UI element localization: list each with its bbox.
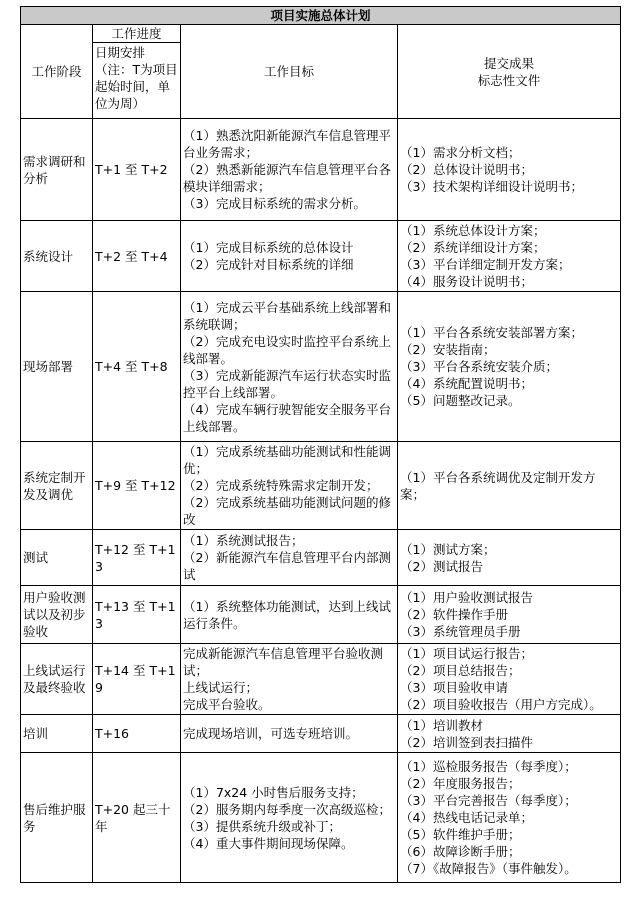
goal-item: （2）完成针对目标系统的详细 (183, 257, 354, 272)
table-row (21, 753, 621, 883)
table-title: 项目实施总体计划 (21, 7, 621, 25)
goal-item: （1）完成云平台基础系统上线部署和系统联调； (183, 299, 391, 332)
header-phase: 工作阶段 (21, 25, 93, 119)
phase-cell: 系统定制开发及调优 (21, 442, 93, 530)
deliverable-item: （4）系统配置说明书； (400, 376, 533, 391)
deliverable-item: （2）安装指南； (400, 342, 496, 357)
date-cell: T+4 至 T+8 (93, 292, 181, 442)
table-row (21, 644, 621, 715)
deliverable-item: （3）平台完善报告（每季度）； (400, 793, 577, 808)
title-row (21, 7, 621, 25)
deliverable-item: （1）培训教材 (400, 717, 483, 733)
table-row (21, 119, 621, 221)
table-row (21, 586, 621, 644)
date-cell: T+14 至 T+19 (93, 644, 181, 715)
deliverables-cell (398, 586, 621, 644)
deliverable-item: （2）软件操作手册 (400, 607, 508, 622)
goal-cell (181, 753, 398, 883)
deliverable-item: （1）巡检服务报告（每季度）； (400, 759, 577, 774)
header-progress: 工作进度 (93, 25, 181, 43)
deliverable-item: （1）需求分析文档； (400, 145, 521, 160)
goal-cell (181, 644, 398, 715)
goal-cell (181, 715, 398, 753)
date-cell: T+16 (93, 715, 181, 753)
deliverable-item: （2）项目总结报告； (400, 663, 521, 678)
phase-cell: 培训 (21, 715, 93, 753)
deliverable-item: （1）测试方案； (400, 541, 496, 557)
deliverable-item: （1）平台各系统安装部署方案； (400, 325, 583, 340)
deliverable-item: （3）系统管理员手册 (400, 624, 521, 639)
plan-body (21, 119, 621, 883)
goal-cell (181, 586, 398, 644)
goal-item: （3）完成目标系统的需求分析。 (183, 196, 366, 211)
deliverable-item: （3）平台各系统安装介质； (400, 359, 558, 374)
deliverables-cell (398, 530, 621, 586)
deliverables-cell (398, 753, 621, 883)
goal-item: （4）重大事件期间现场保障。 (183, 835, 354, 851)
goal-cell (181, 442, 398, 530)
goal-item: （1）熟悉沈阳新能源汽车信息管理平台业务需求； (183, 128, 391, 160)
goal-cell (181, 221, 398, 292)
deliverables-cell (398, 119, 621, 221)
date-cell: T+13 至 T+13 (93, 586, 181, 644)
phase-cell: 测试 (21, 530, 93, 586)
phase-cell: 用户验收测试以及初步验收 (21, 586, 93, 644)
phase-cell: 系统设计 (21, 221, 93, 292)
deliverable-item: （2）测试报告 (400, 558, 483, 574)
table-row (21, 292, 621, 442)
goal-item: （2）新能源汽车信息管理平台内部测试 (183, 550, 391, 582)
deliverable-item: （1）系统总体设计方案； (400, 223, 546, 238)
table-row (21, 715, 621, 753)
phase-cell: 售后维护服务 (21, 753, 93, 883)
goal-item: （1）完成目标系统的总体设计 (183, 240, 354, 255)
deliverables-cell (398, 292, 621, 442)
deliverable-item: （2）项目验收报告（用户方完成）。 (400, 697, 602, 712)
header-date-line1: 日期安排 (95, 45, 146, 60)
goal-cell (181, 119, 398, 221)
header-deliverables (398, 25, 621, 119)
goal-item: 完成新能源汽车信息管理平台验收测试； (183, 646, 384, 678)
goal-item: （1）系统整体功能测试，达到上线试运行条件。 (183, 598, 391, 631)
header-goal: 工作目标 (181, 25, 398, 119)
project-plan-table (20, 6, 621, 883)
goal-item: （3）完成新能源汽车运行状态实时监控平台上线部署。 (183, 367, 391, 400)
goal-item: （1）完成系统基础功能测试和性能调优； (183, 444, 391, 476)
deliverable-item: （2）系统详细设计方案； (400, 240, 546, 255)
goal-item: （2）完成系统基础功能测试问题的修改 (183, 495, 391, 527)
goal-item: （1）7x24 小时售后服务支持； (183, 784, 364, 800)
goal-item: （2）完成充电设实时监控平台系统上线部署。 (183, 333, 391, 366)
phase-cell: 上线试运行及最终验收 (21, 644, 93, 715)
header-deliverables-line2: 标志性文件 (477, 72, 541, 88)
deliverables-cell (398, 715, 621, 753)
deliverable-item: （7）《故障报告》（事件触发）。 (400, 861, 577, 876)
deliverable-item: （1）项目试运行报告； (400, 646, 533, 661)
deliverable-item: （2）年度服务报告； (400, 776, 521, 791)
phase-cell: 需求调研和分析 (21, 119, 93, 221)
date-cell: T+2 至 T+4 (93, 221, 181, 292)
deliverables-cell (398, 644, 621, 715)
goal-cell (181, 292, 398, 442)
header-row-1 (21, 25, 621, 43)
header-deliverables-line1: 提交成果 (484, 55, 535, 71)
deliverable-item: （3）项目验收申请 (400, 680, 508, 695)
header-date (93, 43, 181, 119)
goal-item: （2）服务期内每季度一次高级巡检； (183, 801, 391, 817)
deliverable-item: （5）软件维护手册； (400, 827, 521, 842)
deliverable-item: （3）技术架构详细设计说明书； (400, 179, 583, 194)
deliverables-cell (398, 221, 621, 292)
deliverable-item: （5）问题整改记录。 (400, 393, 521, 408)
goal-item: 完成平台验收。 (183, 697, 271, 712)
goal-item: （1）系统测试报告； (183, 533, 304, 548)
goal-item: （4）完成车辆行驶智能安全服务平台上线部署。 (183, 401, 391, 434)
goal-item: （3）提供系统升级或补丁； (183, 818, 341, 834)
table-row (21, 221, 621, 292)
goal-item: 上线试运行； (183, 680, 259, 695)
header-date-note: （注：T为项目起始时间，单位为周） (95, 62, 178, 111)
phase-cell: 现场部署 (21, 292, 93, 442)
table-row (21, 442, 621, 530)
deliverable-item: （2）培训签到表扫描件 (400, 734, 533, 750)
table-row (21, 530, 621, 586)
date-cell: T+12 至 T+13 (93, 530, 181, 586)
deliverable-item: （2）总体设计说明书； (400, 162, 533, 177)
deliverable-item: （1）用户验收测试报告 (400, 590, 533, 605)
date-cell: T+9 至 T+12 (93, 442, 181, 530)
deliverables-cell (398, 442, 621, 530)
deliverable-item: （4）服务设计说明书； (400, 274, 533, 289)
deliverable-item: （4）热线电话记录单； (400, 810, 533, 825)
goal-item: （2）完成系统特殊需求定制开发； (183, 478, 379, 493)
goal-cell (181, 530, 398, 586)
deliverable-item: （6）故障诊断手册； (400, 844, 521, 859)
date-cell: T+1 至 T+2 (93, 119, 181, 221)
date-cell: T+20 起三十年 (93, 753, 181, 883)
goal-item: （2）熟悉新能源汽车信息管理平台各模块详细需求； (183, 162, 391, 194)
deliverable-item: （1）平台各系统调优及定制开发方案； (400, 469, 596, 502)
deliverable-item: （3）平台详细定制开发方案； (400, 257, 571, 272)
goal-item: 完成现场培训，可选专班培训。 (183, 726, 359, 741)
